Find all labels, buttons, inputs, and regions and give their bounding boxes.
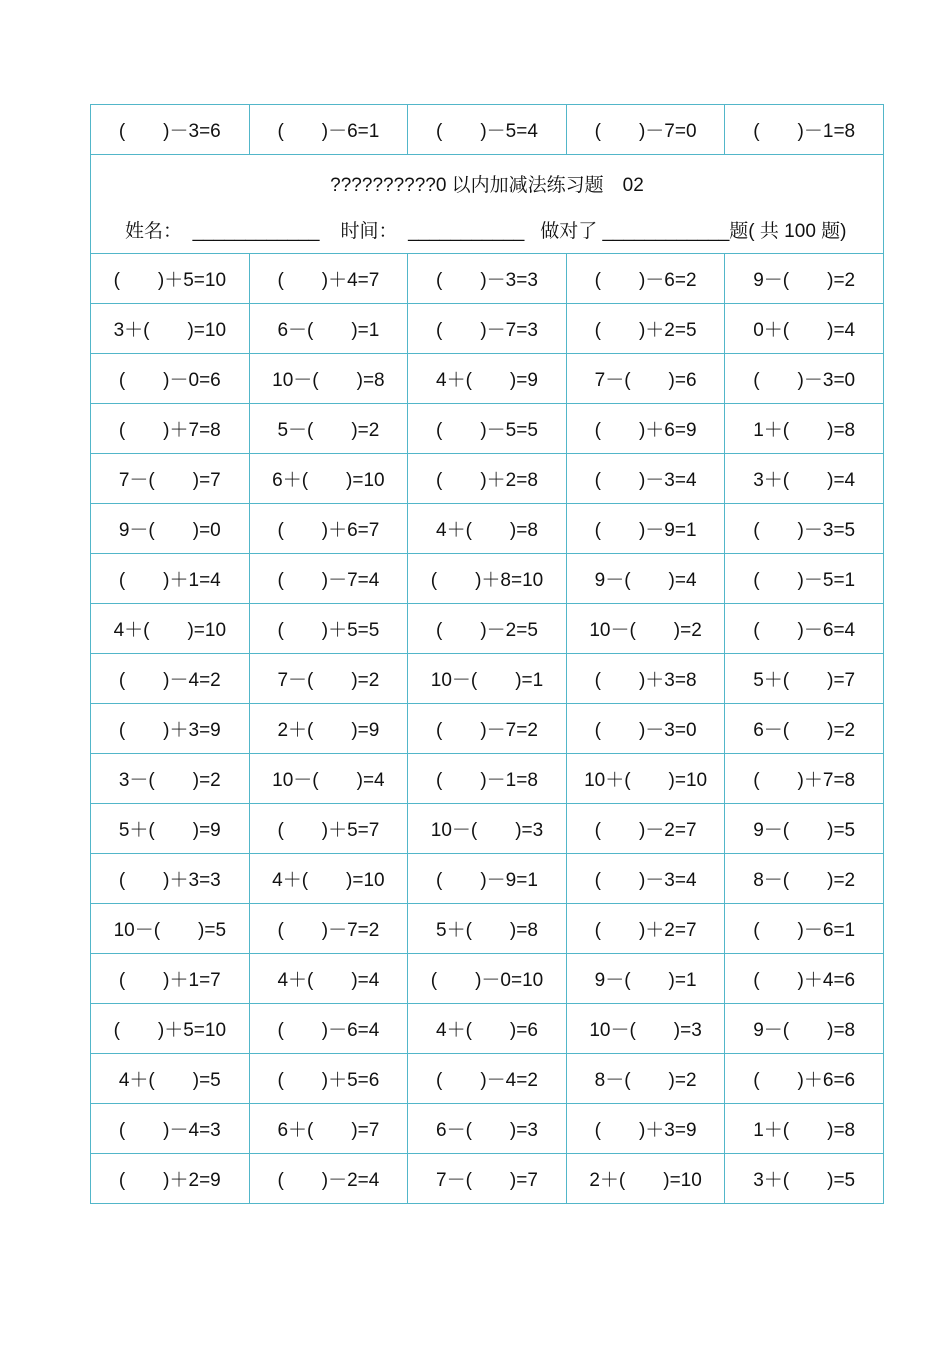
- problem-cell: 6－( )=2: [725, 704, 884, 754]
- problem-cell: ( )－9=1: [566, 504, 725, 554]
- problem-cell: 4＋( )=10: [91, 604, 250, 654]
- problem-cell: ( )＋5=10: [91, 254, 250, 304]
- problem-cell: 9－( )=8: [725, 1004, 884, 1054]
- problem-cell: 2＋( )=9: [249, 704, 408, 754]
- problem-cell: 5－( )=2: [249, 404, 408, 454]
- problem-cell: ( )＋1=4: [91, 554, 250, 604]
- problem-cell: 10＋( )=10: [566, 754, 725, 804]
- problem-cell: ( )－4=3: [91, 1104, 250, 1154]
- problem-cell: 4＋( )=6: [408, 1004, 567, 1054]
- time-blank: ___________: [408, 221, 525, 242]
- problem-cell: ( )－3=0: [725, 354, 884, 404]
- problem-cell: 10－( )=8: [249, 354, 408, 404]
- problem-row: [91, 504, 884, 554]
- problem-cell: ( )－3=3: [408, 254, 567, 304]
- problem-cell: 3＋( )=5: [725, 1154, 884, 1204]
- problem-cell: ( )＋2=7: [566, 904, 725, 954]
- problem-cell: 10－( )=3: [408, 804, 567, 854]
- problem-cell: 7－( )=6: [566, 354, 725, 404]
- time-label: 时间：: [340, 221, 398, 242]
- problem-cell: 10－( )=1: [408, 654, 567, 704]
- problem-cell: 0＋( )=4: [725, 304, 884, 354]
- worksheet-table: [90, 104, 884, 1204]
- problem-cell: ( )－3=6: [91, 105, 250, 155]
- problem-cell: ( )－6=4: [249, 1004, 408, 1054]
- problem-row: [91, 1054, 884, 1104]
- problem-cell: 4＋( )=9: [408, 354, 567, 404]
- problem-row: [91, 304, 884, 354]
- name-blank: ____________: [192, 221, 320, 242]
- problem-row: [91, 954, 884, 1004]
- problem-cell: ( )－3=4: [566, 854, 725, 904]
- problem-cell: ( )＋7=8: [91, 404, 250, 454]
- problem-cell: ( )＋2=9: [91, 1154, 250, 1204]
- problem-row: [91, 804, 884, 854]
- problem-cell: ( )－6=1: [725, 904, 884, 954]
- problem-cell: 6－( )=1: [249, 304, 408, 354]
- problem-cell: 5＋( )=9: [91, 804, 250, 854]
- problem-cell: 6＋( )=7: [249, 1104, 408, 1154]
- problem-cell: ( )－7=0: [566, 105, 725, 155]
- problem-cell: ( )＋5=5: [249, 604, 408, 654]
- problem-cell: 1＋( )=8: [725, 1104, 884, 1154]
- problem-cell: 9－( )=2: [725, 254, 884, 304]
- worksheet-title: ??????????0 以内加减法练习题 02: [330, 175, 644, 196]
- problem-cell: ( )－6=1: [249, 105, 408, 155]
- problem-cell: ( )－5=4: [408, 105, 567, 155]
- problem-row: [91, 1154, 884, 1204]
- problem-cell: 3－( )=2: [91, 754, 250, 804]
- problem-cell: ( )－5=5: [408, 404, 567, 454]
- problem-row: [91, 904, 884, 954]
- problem-cell: 5＋( )=8: [408, 904, 567, 954]
- problem-cell: 6－( )=3: [408, 1104, 567, 1154]
- problem-cell: ( )－7=2: [249, 904, 408, 954]
- problem-cell: ( )＋5=6: [249, 1054, 408, 1104]
- student-info-line: [91, 219, 883, 245]
- problem-cell: 1＋( )=8: [725, 404, 884, 454]
- problem-cell: ( )＋5=7: [249, 804, 408, 854]
- problem-cell: ( )－7=3: [408, 304, 567, 354]
- problem-cell: ( )－4=2: [408, 1054, 567, 1104]
- problem-cell: ( )－7=2: [408, 704, 567, 754]
- problem-cell: ( )＋4=6: [725, 954, 884, 1004]
- problem-cell: ( )＋8=10: [408, 554, 567, 604]
- problem-cell: 7－( )=7: [408, 1154, 567, 1204]
- problem-cell: 10－( )=2: [566, 604, 725, 654]
- problem-cell: 3＋( )=10: [91, 304, 250, 354]
- problem-cell: ( )＋6=9: [566, 404, 725, 454]
- problem-cell: ( )－3=0: [566, 704, 725, 754]
- problem-cell: 4＋( )=8: [408, 504, 567, 554]
- problem-row: [91, 754, 884, 804]
- problem-cell: ( )＋3=8: [566, 654, 725, 704]
- problem-row: [91, 654, 884, 704]
- problem-cell: ( )－9=1: [408, 854, 567, 904]
- worksheet-header-row: [91, 155, 884, 254]
- problem-cell: ( )＋1=7: [91, 954, 250, 1004]
- problem-cell: ( )－0=10: [408, 954, 567, 1004]
- worksheet-header: [91, 155, 884, 254]
- problem-cell: ( )－1=8: [725, 105, 884, 155]
- problem-cell: ( )－5=1: [725, 554, 884, 604]
- problem-cell: ( )－6=4: [725, 604, 884, 654]
- problem-cell: 3＋( )=4: [725, 454, 884, 504]
- problem-row: [91, 1004, 884, 1054]
- problem-row: [91, 404, 884, 454]
- problem-cell: ( )－1=8: [408, 754, 567, 804]
- problem-cell: 7－( )=2: [249, 654, 408, 704]
- name-label: 姓名：: [125, 221, 183, 242]
- problem-cell: ( )＋6=6: [725, 1054, 884, 1104]
- problem-row: [91, 604, 884, 654]
- problem-cell: 5＋( )=7: [725, 654, 884, 704]
- problem-cell: ( )＋7=8: [725, 754, 884, 804]
- problem-cell: 7－( )=7: [91, 454, 250, 504]
- correct-label: 做对了: [540, 221, 598, 242]
- problem-row: [91, 254, 884, 304]
- problem-cell: ( )＋6=7: [249, 504, 408, 554]
- problem-cell: ( )－4=2: [91, 654, 250, 704]
- problem-cell: ( )－7=4: [249, 554, 408, 604]
- problem-cell: 9－( )=1: [566, 954, 725, 1004]
- problem-cell: 4＋( )=4: [249, 954, 408, 1004]
- problem-row: [91, 854, 884, 904]
- problem-row: [91, 354, 884, 404]
- problem-row: [91, 1104, 884, 1154]
- problem-cell: ( )－6=2: [566, 254, 725, 304]
- problem-cell: ( )－3=4: [566, 454, 725, 504]
- problem-row: [91, 704, 884, 754]
- problem-cell: 10－( )=3: [566, 1004, 725, 1054]
- problem-cell: ( )－2=5: [408, 604, 567, 654]
- problem-cell: 6＋( )=10: [249, 454, 408, 504]
- problem-cell: 2＋( )=10: [566, 1154, 725, 1204]
- problem-cell: 10－( )=5: [91, 904, 250, 954]
- problem-cell: 9－( )=4: [566, 554, 725, 604]
- problem-cell: ( )＋3=9: [566, 1104, 725, 1154]
- problem-row: [91, 554, 884, 604]
- problem-cell: ( )＋4=7: [249, 254, 408, 304]
- problem-cell: 10－( )=4: [249, 754, 408, 804]
- problem-cell: ( )－3=5: [725, 504, 884, 554]
- problem-cell: ( )＋5=10: [91, 1004, 250, 1054]
- total-label: 题( 共 100 题): [729, 221, 847, 242]
- correct-blank: ____________: [602, 221, 730, 242]
- problem-cell: 4＋( )=10: [249, 854, 408, 904]
- problem-cell: ( )－2=4: [249, 1154, 408, 1204]
- problem-cell: ( )＋3=9: [91, 704, 250, 754]
- problem-cell: 8－( )=2: [725, 854, 884, 904]
- problem-row: [91, 454, 884, 504]
- problem-cell: 4＋( )=5: [91, 1054, 250, 1104]
- problem-cell: ( )－2=7: [566, 804, 725, 854]
- problem-cell: ( )－0=6: [91, 354, 250, 404]
- problem-cell: 8－( )=2: [566, 1054, 725, 1104]
- problem-cell: 9－( )=0: [91, 504, 250, 554]
- problem-grid: [91, 254, 884, 1204]
- problem-row-top: [91, 105, 884, 155]
- problem-cell: ( )＋3=3: [91, 854, 250, 904]
- problem-cell: ( )＋2=5: [566, 304, 725, 354]
- problem-cell: ( )＋2=8: [408, 454, 567, 504]
- problem-cell: 9－( )=5: [725, 804, 884, 854]
